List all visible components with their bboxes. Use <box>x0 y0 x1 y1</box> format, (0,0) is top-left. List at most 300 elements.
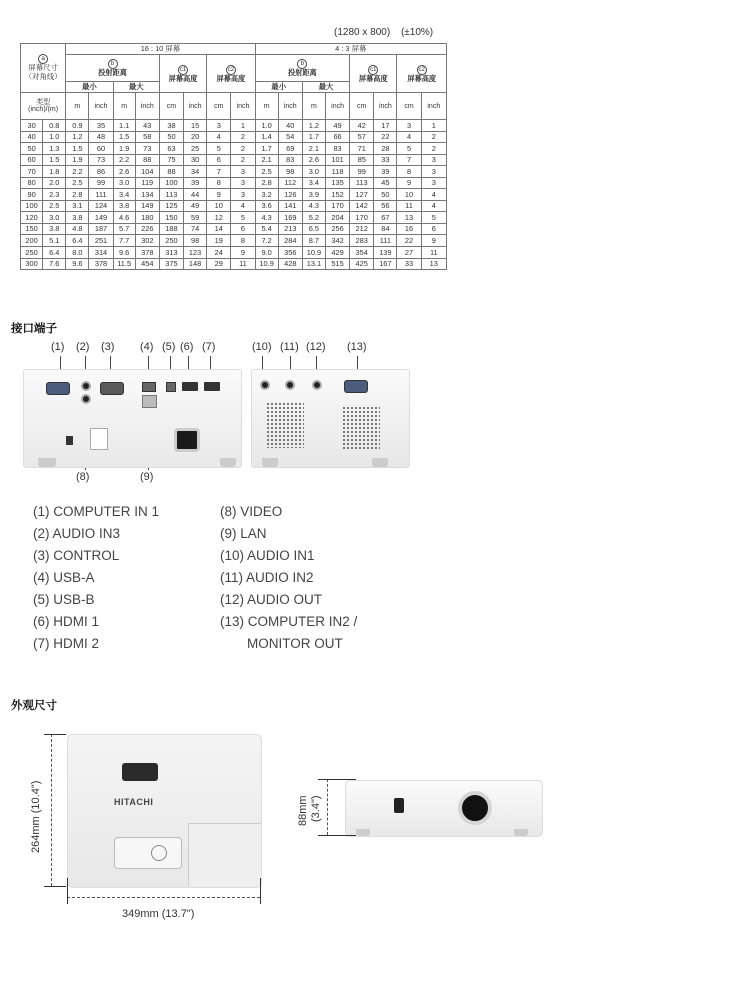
unit-header: inch <box>184 93 207 120</box>
table-cell: 170 <box>325 200 349 212</box>
audio-out-port <box>312 380 322 390</box>
port-legend-right <box>220 501 357 655</box>
dimension-tick <box>67 878 68 904</box>
table-cell: 48 <box>89 131 113 143</box>
table-cell: 284 <box>278 235 302 247</box>
table-cell: 60 <box>89 143 113 155</box>
unit-header: m <box>66 93 89 120</box>
table-row <box>21 154 447 166</box>
table-cell: 3.1 <box>66 200 89 212</box>
table-cell: 35 <box>89 120 113 132</box>
table-cell: 50 <box>21 143 43 155</box>
table-cell: 10.9 <box>255 258 278 270</box>
table-cell: 170 <box>350 212 374 224</box>
table-cell: 5 <box>421 212 446 224</box>
c1-label-43: 屏幕高度 <box>358 73 388 83</box>
table-cell: 33 <box>374 154 397 166</box>
table-cell: 302 <box>135 235 159 247</box>
table-row <box>21 212 447 224</box>
table-cell: 313 <box>159 247 183 259</box>
screen-size-label: 屏幕尺寸（对角线） <box>24 63 62 81</box>
table-cell: 44 <box>184 189 207 201</box>
table-cell: 75 <box>159 154 183 166</box>
c2-header-1610 <box>207 55 255 93</box>
c1-label-1610: 屏幕高度 <box>168 73 198 83</box>
circle-c1-icon: c1 <box>370 66 377 73</box>
table-cell: 119 <box>135 177 159 189</box>
table-cell: 73 <box>135 143 159 155</box>
table-cell: 428 <box>278 258 302 270</box>
hdmi1-port <box>182 382 198 391</box>
table-cell: 10 <box>207 200 231 212</box>
audio-in3-port <box>81 381 91 391</box>
circle-a-icon: a <box>38 54 48 64</box>
table-cell: 100 <box>159 177 183 189</box>
table-cell: 11 <box>231 258 255 270</box>
table-cell: 3.0 <box>302 166 325 178</box>
table-cell: 149 <box>89 212 113 224</box>
dimensions-section-title: 外观尺寸 <box>11 700 57 712</box>
table-cell: 4 <box>231 200 255 212</box>
table-cell: 73 <box>89 154 113 166</box>
table-cell: 2.0 <box>43 177 66 189</box>
port-legend-item: (7) HDMI 2 <box>33 636 100 651</box>
table-cell: 74 <box>184 223 207 235</box>
circle-c2-icon: c2 <box>418 66 425 73</box>
circle-c1-icon: c1 <box>179 66 187 73</box>
table-cell: 57 <box>350 131 374 143</box>
table-cell: 113 <box>159 189 183 201</box>
table-cell: 1 <box>231 120 255 132</box>
width-dimension-label: 349mm (13.7") <box>122 908 195 920</box>
table-cell: 118 <box>325 166 349 178</box>
unit-header: cm <box>159 93 183 120</box>
foot <box>38 458 56 467</box>
table-cell: 126 <box>278 189 302 201</box>
table-cell: 5 <box>231 212 255 224</box>
dimension-tick <box>318 835 356 836</box>
table-cell: 10.9 <box>302 247 325 259</box>
type-label: 类型 <box>36 99 51 106</box>
table-cell: 3.9 <box>302 189 325 201</box>
table-cell: 1.1 <box>113 120 135 132</box>
type-units: (inch)/(m) <box>28 106 59 113</box>
table-cell: 104 <box>135 166 159 178</box>
table-cell: 150 <box>159 212 183 224</box>
table-cell: 3.4 <box>113 189 135 201</box>
table-cell: 2.5 <box>66 177 89 189</box>
table-cell: 250 <box>21 247 43 259</box>
table-cell: 49 <box>325 120 349 132</box>
table-cell: 5 <box>207 143 231 155</box>
usb-a-port <box>142 382 156 392</box>
table-cell: 0.9 <box>66 120 89 132</box>
table-cell: 314 <box>89 247 113 259</box>
table-cell: 342 <box>325 235 349 247</box>
table-cell: 13 <box>421 258 446 270</box>
table-cell: 85 <box>350 154 374 166</box>
table-cell: 11.5 <box>113 258 135 270</box>
lens-window <box>122 763 158 781</box>
table-cell: 88 <box>135 154 159 166</box>
table-cell: 2.1 <box>302 143 325 155</box>
table-cell: 67 <box>374 212 397 224</box>
table-cell: 99 <box>89 177 113 189</box>
table-cell: 111 <box>374 235 397 247</box>
unit-header: inch <box>374 93 397 120</box>
table-cell: 3 <box>207 120 231 132</box>
table-cell: 2 <box>231 131 255 143</box>
table-cell: 378 <box>89 258 113 270</box>
table-cell: 83 <box>325 143 349 155</box>
table-cell: 283 <box>350 235 374 247</box>
audio-in1-port <box>260 380 270 390</box>
unit-header: inch <box>231 93 255 120</box>
table-cell: 1.0 <box>255 120 278 132</box>
table-cell: 187 <box>89 223 113 235</box>
computer-in1-port <box>46 382 70 395</box>
table-cell: 135 <box>325 177 349 189</box>
table-row <box>21 177 447 189</box>
table-cell: 8.0 <box>66 247 89 259</box>
table-cell: 39 <box>374 166 397 178</box>
dimension-tick <box>318 779 356 780</box>
table-cell: 88 <box>159 166 183 178</box>
port-legend-item: (5) USB-B <box>33 592 95 607</box>
table-cell: 3.8 <box>43 223 66 235</box>
table-cell: 356 <box>278 247 302 259</box>
width-dimension-line <box>67 897 260 898</box>
table-cell: 54 <box>278 131 302 143</box>
port-legend-item: MONITOR OUT <box>247 636 343 651</box>
table-cell: 4.3 <box>302 200 325 212</box>
table-cell: 149 <box>135 200 159 212</box>
table-cell: 15 <box>184 120 207 132</box>
table-cell: 6.5 <box>302 223 325 235</box>
rear-panel-photo <box>23 369 242 468</box>
table-cell: 2.6 <box>302 154 325 166</box>
table-row <box>21 131 447 143</box>
table-cell: 80 <box>21 177 43 189</box>
depth-dimension-line <box>51 734 52 886</box>
table-cell: 7 <box>207 166 231 178</box>
group-4-3-header: 4 : 3 屏幕 <box>255 44 446 55</box>
callout-2: (2) <box>76 341 90 353</box>
table-cell: 50 <box>159 131 183 143</box>
table-cell: 148 <box>184 258 207 270</box>
table-cell: 2.8 <box>255 177 278 189</box>
callout-4: (4) <box>140 341 154 353</box>
table-cell: 30 <box>184 154 207 166</box>
table-cell: 111 <box>89 189 113 201</box>
filter-cover <box>266 402 304 448</box>
table-cell: 200 <box>21 235 43 247</box>
port-legend-item: (8) VIDEO <box>220 504 283 519</box>
port-legend-item: (11) AUDIO IN2 <box>220 570 314 585</box>
table-row <box>21 189 447 201</box>
lamp-cover <box>188 823 261 886</box>
vent-grille <box>342 406 380 450</box>
throw-label-1610: 投射距离 <box>98 68 127 78</box>
table-cell: 8 <box>397 166 421 178</box>
table-cell: 4 <box>421 189 446 201</box>
control-port <box>100 382 124 395</box>
table-cell: 4.6 <box>113 212 135 224</box>
table-cell: 56 <box>374 200 397 212</box>
table-cell: 1.3 <box>43 143 66 155</box>
table-cell: 1.5 <box>43 154 66 166</box>
table-cell: 9.0 <box>255 247 278 259</box>
table-cell: 5.1 <box>43 235 66 247</box>
table-row <box>21 258 447 270</box>
table-cell: 17 <box>374 120 397 132</box>
table-cell: 7.2 <box>255 235 278 247</box>
table-cell: 66 <box>325 131 349 143</box>
table-cell: 1.2 <box>302 120 325 132</box>
table-cell: 8 <box>207 177 231 189</box>
height-mm-label: 88mm <box>297 795 309 826</box>
table-cell: 425 <box>350 258 374 270</box>
table-cell: 9 <box>397 177 421 189</box>
table-cell: 3.8 <box>66 212 89 224</box>
table-cell: 2.5 <box>43 200 66 212</box>
table-cell: 127 <box>350 189 374 201</box>
table-cell: 40 <box>21 131 43 143</box>
throw-header-43 <box>255 55 350 82</box>
port-legend-item: (9) LAN <box>220 526 267 541</box>
unit-header: inch <box>278 93 302 120</box>
resolution-note <box>334 27 433 38</box>
table-cell: 50 <box>374 189 397 201</box>
table-cell: 354 <box>350 247 374 259</box>
table-cell: 90 <box>21 189 43 201</box>
table-cell: 3 <box>421 177 446 189</box>
callout-1: (1) <box>51 341 65 353</box>
table-cell: 22 <box>374 131 397 143</box>
table-cell: 300 <box>21 258 43 270</box>
table-cell: 3 <box>397 120 421 132</box>
table-cell: 83 <box>278 154 302 166</box>
table-row <box>21 223 447 235</box>
table-cell: 515 <box>325 258 349 270</box>
table-cell: 3 <box>231 166 255 178</box>
table-cell: 5.4 <box>255 223 278 235</box>
table-cell: 6 <box>231 223 255 235</box>
table-cell: 10 <box>397 189 421 201</box>
table-cell: 2.2 <box>66 166 89 178</box>
foot <box>372 458 388 467</box>
table-cell: 7.6 <box>43 258 66 270</box>
c2-header-43 <box>397 55 447 93</box>
table-cell: 30 <box>21 120 43 132</box>
table-cell: 3.0 <box>113 177 135 189</box>
table-cell: 1.0 <box>43 131 66 143</box>
table-cell: 24 <box>207 247 231 259</box>
table-cell: 63 <box>159 143 183 155</box>
c2-label-1610: 屏幕高度 <box>216 73 246 83</box>
table-cell: 152 <box>325 189 349 201</box>
table-cell: 40 <box>278 120 302 132</box>
table-cell: 5.2 <box>302 212 325 224</box>
table-cell: 6 <box>421 223 446 235</box>
table-cell: 1 <box>421 120 446 132</box>
table-cell: 180 <box>135 212 159 224</box>
table-cell: 11 <box>397 200 421 212</box>
table-cell: 2.5 <box>255 166 278 178</box>
table-cell: 86 <box>89 166 113 178</box>
height-in-label: (3.4") <box>310 795 322 822</box>
callout-7: (7) <box>202 341 216 353</box>
dimension-tick <box>44 886 66 887</box>
table-cell: 6.4 <box>43 247 66 259</box>
table-cell: 4.3 <box>255 212 278 224</box>
table-cell: 150 <box>21 223 43 235</box>
max-header-43: 最大 <box>302 82 349 93</box>
table-cell: 22 <box>397 235 421 247</box>
table-cell: 4 <box>207 131 231 143</box>
table-cell: 9 <box>421 235 446 247</box>
table-cell: 14 <box>207 223 231 235</box>
table-cell: 7 <box>397 154 421 166</box>
table-cell: 38 <box>159 120 183 132</box>
c2-label-43: 屏幕高度 <box>407 73 437 83</box>
table-cell: 123 <box>184 247 207 259</box>
table-cell: 4 <box>397 131 421 143</box>
table-cell: 59 <box>184 212 207 224</box>
table-cell: 5 <box>397 143 421 155</box>
cable-hook <box>90 428 108 450</box>
callout-5: (5) <box>162 341 176 353</box>
table-cell: 167 <box>374 258 397 270</box>
table-cell: 1.9 <box>113 143 135 155</box>
table-cell: 45 <box>374 177 397 189</box>
table-cell: 3 <box>421 154 446 166</box>
unit-header: m <box>302 93 325 120</box>
table-cell: 120 <box>21 212 43 224</box>
ir-sensor <box>394 798 404 813</box>
resolution-text: (1280 x 800) <box>334 27 391 38</box>
callout-3: (3) <box>101 341 115 353</box>
table-cell: 6.4 <box>66 235 89 247</box>
table-cell: 27 <box>397 247 421 259</box>
table-cell: 1.7 <box>302 131 325 143</box>
table-cell: 1.7 <box>255 143 278 155</box>
table-row <box>21 166 447 178</box>
table-cell: 2 <box>231 154 255 166</box>
table-row <box>21 200 447 212</box>
table-cell: 13 <box>397 212 421 224</box>
lens-icon <box>458 791 492 825</box>
table-cell: 2.6 <box>113 166 135 178</box>
table-cell: 58 <box>135 131 159 143</box>
table-cell: 212 <box>350 223 374 235</box>
port-legend-item: (10) AUDIO IN1 <box>220 548 315 563</box>
foot <box>220 458 236 467</box>
port-legend-left <box>33 501 159 655</box>
port-legend-item: (2) AUDIO IN3 <box>33 526 121 541</box>
port-legend-item: (6) HDMI 1 <box>33 614 100 629</box>
hdmi2-port <box>204 382 220 391</box>
table-cell: 3 <box>231 177 255 189</box>
table-cell: 0.8 <box>43 120 66 132</box>
depth-dimension-label: 264mm (10.4") <box>30 780 42 853</box>
min-header-1610: 最小 <box>66 82 113 93</box>
table-cell: 124 <box>89 200 113 212</box>
usb-b-port <box>166 382 176 392</box>
computer-in2-port <box>344 380 368 393</box>
table-cell: 3.2 <box>255 189 278 201</box>
callout-13: (13) <box>347 341 367 353</box>
callout-9: (9) <box>140 471 154 483</box>
table-cell: 9 <box>207 189 231 201</box>
table-cell: 7.7 <box>113 235 135 247</box>
power-button-icon <box>151 845 167 861</box>
tolerance-text: (±10%) <box>400 27 434 38</box>
unit-header: cm <box>350 93 374 120</box>
table-cell: 98 <box>278 166 302 178</box>
table-cell: 1.2 <box>66 131 89 143</box>
table-cell: 3.4 <box>302 177 325 189</box>
audio-in2-port <box>285 380 295 390</box>
table-cell: 142 <box>350 200 374 212</box>
c1-header-1610 <box>159 55 206 93</box>
unit-header: m <box>255 93 278 120</box>
table-cell: 28 <box>374 143 397 155</box>
port-legend-item: (1) COMPUTER IN 1 <box>33 504 160 519</box>
unit-header: m <box>113 93 135 120</box>
throw-label-43: 投射距离 <box>287 68 317 78</box>
brand-logo: HITACHI <box>114 797 154 807</box>
table-cell: 139 <box>374 247 397 259</box>
table-cell: 70 <box>21 166 43 178</box>
table-cell: 2.1 <box>255 154 278 166</box>
table-cell: 429 <box>325 247 349 259</box>
table-cell: 16 <box>397 223 421 235</box>
table-cell: 5.7 <box>113 223 135 235</box>
table-cell: 9.6 <box>113 247 135 259</box>
callout-12: (12) <box>306 341 326 353</box>
port-legend-item: (12) AUDIO OUT <box>220 592 323 607</box>
table-cell: 8 <box>231 235 255 247</box>
unit-header: cm <box>207 93 231 120</box>
table-cell: 256 <box>325 223 349 235</box>
table-row <box>21 120 447 132</box>
table-cell: 3 <box>421 166 446 178</box>
height-dimension-line <box>327 779 328 835</box>
foot <box>514 829 528 836</box>
callout-6: (6) <box>180 341 194 353</box>
table-cell: 100 <box>21 200 43 212</box>
table-cell: 378 <box>135 247 159 259</box>
c1-header-43 <box>350 55 397 93</box>
dimension-tick <box>260 878 261 904</box>
callout-10: (10) <box>252 341 272 353</box>
table-cell: 1.5 <box>113 131 135 143</box>
unit-header: inch <box>325 93 349 120</box>
table-cell: 49 <box>184 200 207 212</box>
table-cell: 134 <box>135 189 159 201</box>
table-cell: 2.2 <box>113 154 135 166</box>
projector-front-view <box>345 780 543 837</box>
video-port <box>81 394 91 404</box>
power-inlet <box>174 428 200 452</box>
table-cell: 20 <box>184 131 207 143</box>
screen-size-header <box>21 44 66 93</box>
table-cell: 6 <box>207 154 231 166</box>
port-legend-item: (13) COMPUTER IN2 / <box>220 614 358 629</box>
table-cell: 250 <box>159 235 183 247</box>
table-cell: 204 <box>325 212 349 224</box>
